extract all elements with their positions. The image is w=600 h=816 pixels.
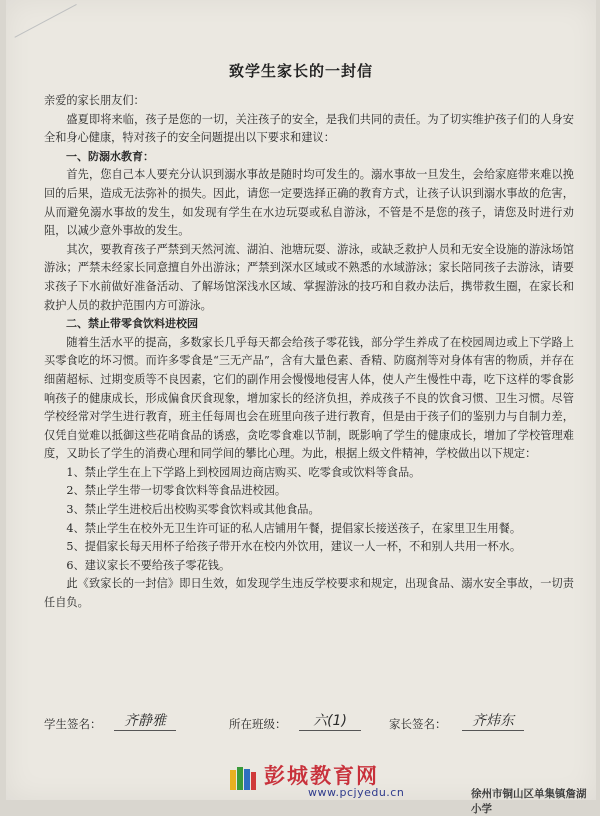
closing-paragraph: 此《致家长的一封信》即日生效，如发现学生违反学校要求和规定，出现食品、溺水安全事故，一切责任自负。 [44,577,574,610]
paragraph-snacks: 随着生活水平的提高，多数家长几乎每天都会给孩子零花钱，部分学生养成了在校园周边或上下学路上买零食吃的坏习惯。而许多零食是“三无产品”，含有大量色素、香精、防腐剂等对身体有害的物质，并存在细菌超标、过期变质等不良因素，它们的副作用会慢慢地侵害人体，使人产生慢性中毒，吃下这样的零食影响孩子的健康成长，形成偏食厌食现象，增加家长的经济负担，养成孩子不良的饮食习惯、卫生习惯。尽管学校经常对学生进行教育，班主任每周也会在班里向孩子进行教育，但是由于孩子们的鉴别力与自制力差，仅凭自觉难以抵御这些花哨食品的诱惑，贪吃零食难以节制，既影响了学生的健康成长，增加了学校管理难度，又助长了学生的消费心理和同学间的攀比心理。为此，根据上级文件精神，学校做出以下规定： [44,335,574,461]
letter-page [6,0,596,815]
rule-item-6: 6、建议家长不要给孩子零花钱。 [66,558,231,572]
watermark-url: www.pcjyedu.cn [308,786,405,799]
rule-item-2: 2、禁止学生带一切零食饮料等食品进校园。 [66,484,287,498]
section-heading-snacks: 二、禁止带零食饮料进校园 [66,317,198,331]
intro-paragraph: 盛夏即将来临，孩子是您的一切，关注孩子的安全，是我们共同的责任。为了切实维护孩子们的人身安全和身心健康，特对孩子的安全问题提出以下要求和建议： [44,112,574,145]
letter-body [44,92,574,613]
class-label: 所在班级： [229,717,287,731]
signature-row [44,710,564,734]
rule-item-1: 1、禁止学生在上下学路上到校园周边商店购买、吃零食或饮料等食品。 [66,465,421,479]
greeting: 亲爱的家长朋友们： [44,94,145,107]
site-watermark [216,756,596,815]
student-signature: 齐静雅 [114,710,176,731]
class-value: 六(1) [299,710,361,731]
student-signature-label: 学生签名： [44,717,102,731]
rule-item-5: 5、提倡家长每天用杯子给孩子带开水在校内外饮用，建议一人一杯，不和别人共用一杯水。 [66,540,522,554]
school-stamp-text: 徐州市铜山区单集镇詹湖小学 [471,788,587,815]
rule-item-4: 4、禁止学生在校外无卫生许可证的私人店铺用午餐，提倡家长接送孩子，在家里卫生用餐。 [66,521,522,535]
watermark-site-name: 彭城教育网 [264,764,379,788]
section-heading-drowning: 一、防溺水教育： [66,149,154,163]
book-logo-icon [228,764,258,794]
rule-item-3: 3、禁止学生进校后出校购买零食饮料或其他食品。 [66,503,320,517]
paragraph-drowning-first: 首先，您自己本人要充分认识到溺水事故是随时均可发生的。溺水事故一旦发生，会给家庭带来难以挽回的后果，造成无法弥补的损失。因此，请您一定要选择正确的教育方式，让孩子认识到溺水事故的危害，从而避免溺水事故的发生，如发现有学生在水边玩耍或私自游泳，不管是不是您的孩子，请您及时进行劝阻，以减少意外事故的发生。 [44,168,574,238]
parent-signature-label: 家长签名： [389,717,447,731]
letter-title: 致学生家长的一封信 [228,62,373,80]
parent-signature: 齐炜东 [462,710,524,731]
paragraph-drowning-second: 其次，要教育孩子严禁到天然河流、湖泊、池塘玩耍、游泳，或缺乏救护人员和无安全设施的游泳场馆游泳；严禁未经家长同意擅自外出游泳；严禁到深水区域或不熟悉的水域游泳；家长陪同孩子去游泳，请要求孩子下水前做好准备活动、了解场馆深浅水区域、掌握游泳的技巧和自救办法后，携带救生圈，在家长和救护人员的救护范围内方可游泳。 [44,242,574,312]
